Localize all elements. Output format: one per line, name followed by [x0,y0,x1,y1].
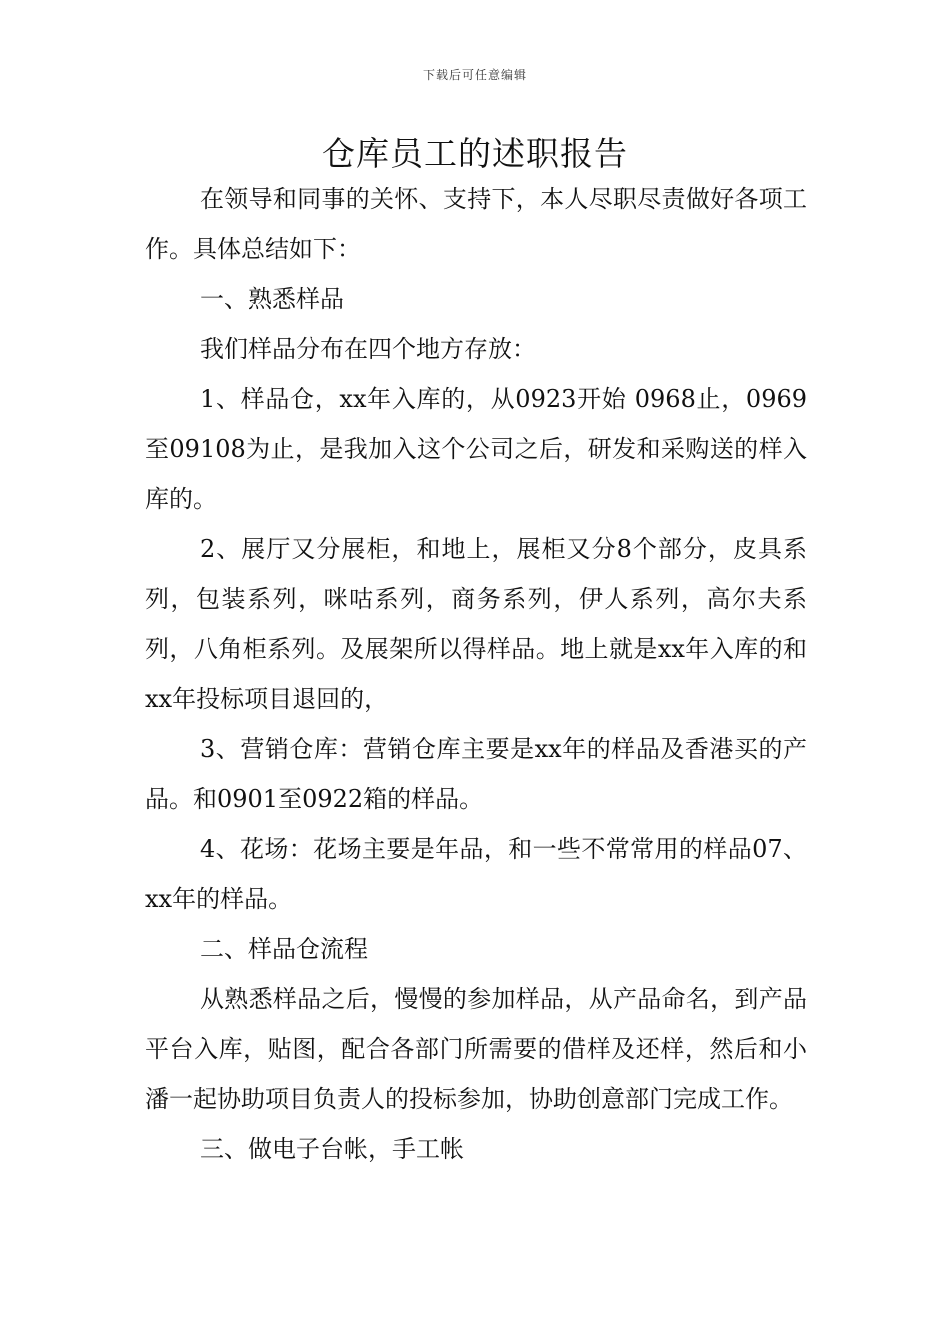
paragraph-item-1: 1、样品仓，xx年入库的，从0923开始 0968止，0969至09108为止，是我加入这个公司之后，研发和采购送的样入库的。 [145,385,807,513]
paragraph-storage-locations: 我们样品分布在四个地方存放： [200,335,536,363]
document-body [145,174,807,1174]
paragraph-item-3: 3、营销仓库：营销仓库主要是xx年的样品及香港买的产品。和0901至0922箱的样品。 [145,735,807,813]
paragraph-item-2: 2、展厅又分展柜，和地上，展柜又分8个部分，皮具系列，包装系列，咪咕系列，商务系列，伊人系列，高尔夫系列，八角柜系列。及展架所以得样品。地上就是xx年入库的和xx年投标项目退回的， [145,535,807,713]
section-heading-1: 一、熟悉样品 [200,285,344,313]
section-heading-2: 二、样品仓流程 [200,935,368,963]
section-heading-3: 三、做电子台帐，手工帐 [200,1135,464,1163]
paragraph-intro: 在领导和同事的关怀、支持下，本人尽职尽责做好各项工作。具体总结如下： [145,185,807,263]
document-title: 仓库员工的述职报告 [322,134,628,173]
paragraph-sample-process: 从熟悉样品之后，慢慢的参加样品，从产品命名，到产品平台入库，贴图，配合各部门所需要的借样及还样，然后和小潘一起协助项目负责人的投标参加，协助创意部门完成工作。 [145,985,807,1113]
page-header-note: 下载后可任意编辑 [422,68,527,82]
paragraph-item-4: 4、花场：花场主要是年品，和一些不常常用的样品07、xx年的样品。 [145,835,807,913]
